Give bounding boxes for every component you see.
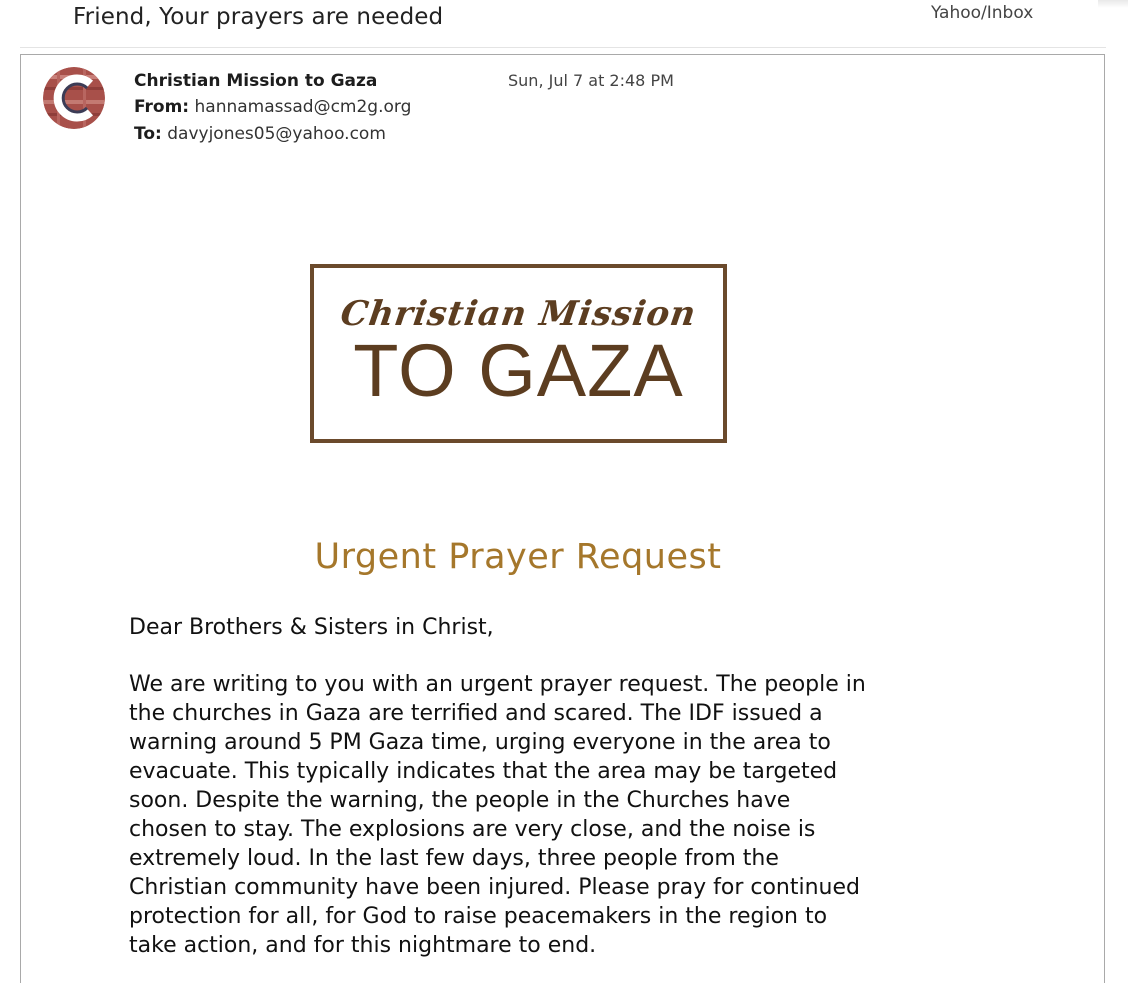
folder-breadcrumb[interactable]: Yahoo/Inbox — [931, 3, 1034, 23]
paragraph-line: protection for all, for God to raise peacemakers in the region to — [129, 904, 828, 929]
sender-avatar[interactable] — [43, 67, 105, 129]
to-label: To: — [134, 124, 162, 144]
paragraph-line: warning around 5 PM Gaza time, urging everyone in the area to — [129, 730, 831, 755]
cm2g-logo-c-icon — [43, 67, 105, 129]
paragraph-line: evacuate. This typically indicates that the area may be targeted — [129, 759, 838, 784]
from-row — [134, 97, 411, 117]
to-address[interactable]: davyjones05@yahoo.com — [167, 124, 386, 144]
logo-main-text: TO GAZA — [353, 329, 684, 412]
paragraph-line: the churches in Gaza are terrified and scared. The IDF issued a — [129, 701, 823, 726]
paragraph-line: Christian community have been injured. Please pray for continued — [129, 875, 860, 900]
sender-name[interactable]: Christian Mission to Gaza — [134, 71, 378, 91]
paragraph-line: take action, and for this nightmare to end. — [129, 933, 597, 958]
paragraph-line: soon. Despite the warning, the people in the Churches have — [129, 788, 791, 813]
header-divider — [20, 47, 1106, 48]
message-paragraph — [129, 670, 929, 960]
from-address[interactable]: hannamassad@cm2g.org — [194, 97, 412, 117]
email-subject: Friend, Your prayers are needed — [73, 4, 444, 30]
mission-logo — [310, 264, 727, 443]
scroll-shadow — [1098, 0, 1128, 8]
prayer-request-heading: Urgent Prayer Request — [314, 537, 722, 577]
from-label: From: — [134, 97, 190, 117]
to-row — [134, 124, 386, 144]
greeting: Dear Brothers & Sisters in Christ, — [129, 615, 494, 640]
paragraph-line: We are writing to you with an urgent prayer request. The people in — [129, 672, 866, 697]
logo-script-text: Christian Mission — [338, 294, 699, 334]
message-date: Sun, Jul 7 at 2:48 PM — [508, 71, 674, 90]
paragraph-line: extremely loud. In the last few days, three people from the — [129, 846, 779, 871]
paragraph-line: chosen to stay. The explosions are very close, and the noise is — [129, 817, 816, 842]
